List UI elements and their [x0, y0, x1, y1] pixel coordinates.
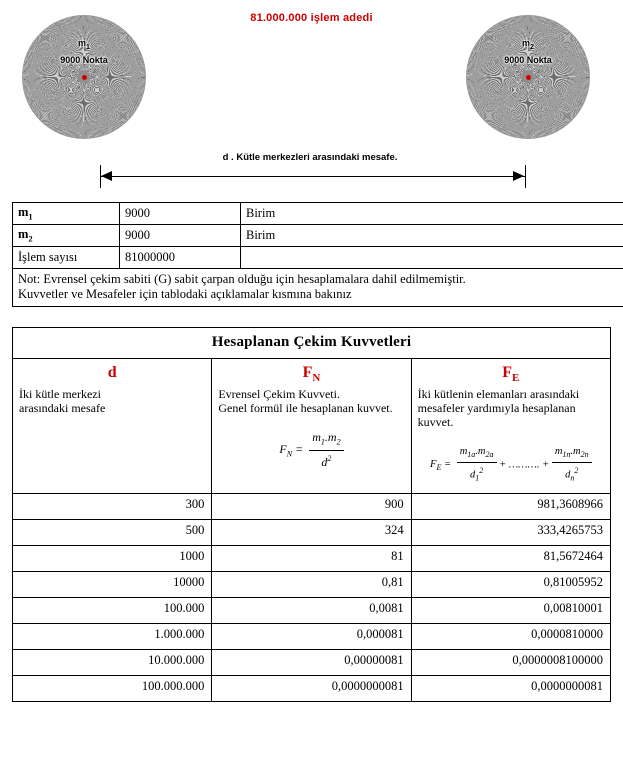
column-header-d: [13, 359, 212, 494]
table-row: [13, 519, 611, 545]
cell-d: 100.000: [13, 597, 212, 623]
column-header-fe: [411, 359, 610, 494]
mass-2-labels: [466, 37, 590, 67]
results-title-row: [13, 328, 611, 359]
distance-arrow-line: [100, 176, 525, 177]
param-value-operations: 81000000: [120, 247, 241, 269]
cell-fn: 324: [212, 519, 411, 545]
mass-1-labels: [22, 37, 146, 67]
cell-fn: 900: [212, 493, 411, 519]
formula-fn: $F_N$ = $\frac{m_1.m_2}{d^2}$: [218, 431, 404, 468]
formula-fe: $F_E$ = $\frac{m_{1a}.m_{2a}}{d_1^2}$ + ………. + $\frac{m_{1n}.m_{2n}}{d_n^2}$: [418, 445, 604, 485]
table-row: [13, 571, 611, 597]
mass-1-disc: [22, 15, 146, 139]
operation-count-label: 81.000.000 işlem adedi: [250, 12, 373, 24]
mass-1-points: 9000 Nokta: [60, 54, 108, 65]
cell-fn: 0,0081: [212, 597, 411, 623]
column-desc-fe: [418, 387, 604, 429]
table-row: [13, 203, 623, 225]
results-table: [12, 327, 611, 702]
param-key-m2: $m_2$: [13, 225, 120, 247]
mass-1-symbol: $m_1$: [78, 38, 90, 51]
mass-2-disc: [466, 15, 590, 139]
cell-fn: 0,000081: [212, 623, 411, 649]
gravity-diagram: [0, 0, 623, 196]
cell-d: 300: [13, 493, 212, 519]
cell-fn: 81: [212, 545, 411, 571]
distance-arrow-cap-right: [525, 165, 526, 188]
mass-2-symbol: $m_2$: [522, 38, 534, 51]
results-header-row: [13, 359, 611, 494]
mass-2-center-dot: [526, 75, 531, 80]
column-desc-fe-line-3: kuvvet.: [417, 415, 454, 430]
table-row: [13, 623, 611, 649]
parameters-note-line-1: Not: Evrensel çekim sabiti (G) sabit çarpan olduğu için hesaplamalara dahil edilmemiştir.: [18, 272, 466, 286]
parameters-note-line-2: Kuvvetler ve Mesafeler için tablodaki açıklamalar kısmına bakınız: [18, 287, 352, 301]
cell-fe: 0,0000008100000: [411, 649, 610, 675]
cell-d: 10.000.000: [13, 649, 212, 675]
param-unit-m1: Birim: [241, 203, 623, 225]
results-title: Hesaplanan Çekim Kuvvetleri: [13, 328, 611, 359]
mass-1-center-dot: [82, 75, 87, 80]
parameters-table: [12, 202, 623, 307]
mass-2-points: 9000 Nokta: [504, 54, 552, 65]
cell-fn: 0,81: [212, 571, 411, 597]
column-desc-d-line-1: İki kütle merkezi: [19, 387, 101, 402]
cell-d: 500: [13, 519, 212, 545]
column-desc-d-line-2: arasındaki mesafe: [19, 401, 106, 416]
cell-fn: 0,0000000081: [212, 675, 411, 701]
param-key-operations: İşlem sayısı: [13, 247, 120, 269]
column-symbol-fe: $F_E$: [502, 364, 520, 385]
table-row: [13, 493, 611, 519]
cell-fe: 0,81005952: [411, 571, 610, 597]
table-row: [13, 225, 623, 247]
column-desc-d: [19, 387, 205, 415]
column-desc-fe-line-2: mesafeler yardımıyla hesaplanan: [417, 401, 576, 416]
column-symbol-fn: $F_N$: [302, 364, 321, 385]
cell-fe: 333,4265753: [411, 519, 610, 545]
cell-d: 100.000.000: [13, 675, 212, 701]
cell-d: 10000: [13, 571, 212, 597]
cell-fe: 0,0000000081: [411, 675, 610, 701]
table-row: [13, 269, 623, 307]
table-row: [13, 247, 623, 269]
distance-arrow-head-right: [513, 171, 524, 181]
column-desc-fe-line-1: İki kütlenin elemanları arasındaki: [417, 387, 580, 402]
table-row: [13, 675, 611, 701]
column-desc-fn-line-1: Evrensel Çekim Kuvveti.: [218, 387, 340, 402]
param-unit-operations: [241, 247, 623, 269]
column-desc-fn: [218, 387, 404, 415]
table-row: [13, 545, 611, 571]
table-row: [13, 597, 611, 623]
parameters-note: [13, 269, 623, 307]
cell-fn: 0,00000081: [212, 649, 411, 675]
cell-fe: 81,5672464: [411, 545, 610, 571]
param-value-m2: 9000: [120, 225, 241, 247]
table-row: [13, 649, 611, 675]
param-value-m1: 9000: [120, 203, 241, 225]
cell-fe: 0,00810001: [411, 597, 610, 623]
distance-arrow-head-left: [101, 171, 112, 181]
column-desc-fn-line-2: Genel formül ile hesaplanan kuvvet.: [218, 401, 393, 416]
param-unit-m2: Birim: [241, 225, 623, 247]
distance-label: d . Kütle merkezleri arasındaki mesafe.: [222, 152, 398, 163]
cell-d: 1.000.000: [13, 623, 212, 649]
param-key-m1: $m_1$: [13, 203, 120, 225]
column-symbol-d: d: [107, 364, 117, 381]
cell-d: 1000: [13, 545, 212, 571]
cell-fe: 0,0000810000: [411, 623, 610, 649]
column-header-fn: [212, 359, 411, 494]
cell-fe: 981,3608966: [411, 493, 610, 519]
